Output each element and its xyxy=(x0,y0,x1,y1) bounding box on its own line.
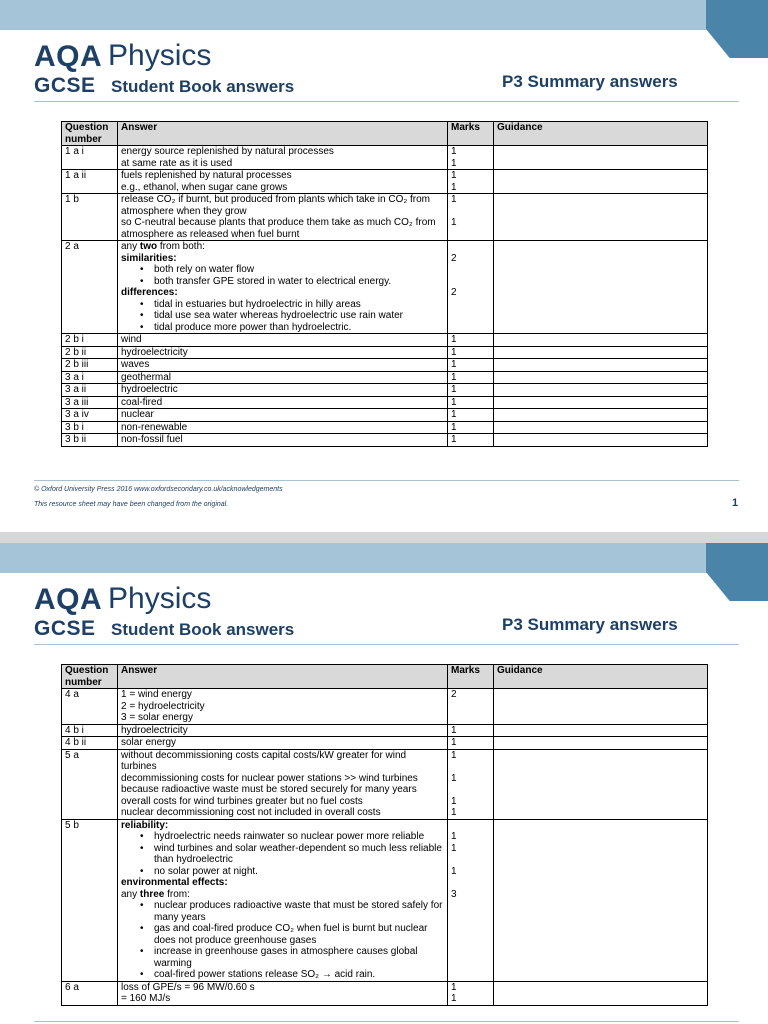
question-cell: 6 a xyxy=(62,981,118,1005)
header-divider xyxy=(34,101,739,102)
mark: 1 xyxy=(451,146,457,157)
answer-cell xyxy=(118,819,448,981)
marks-cell xyxy=(448,981,494,1005)
answers-table xyxy=(61,121,708,447)
bullet-item: • increase in greenhouse gases in atmosphere causes global warming xyxy=(121,946,444,969)
marks-cell: 1 xyxy=(448,724,494,737)
table-row xyxy=(62,421,708,434)
table-row xyxy=(62,396,708,409)
guidance-cell xyxy=(494,819,708,981)
bullet-item: • tidal produce more power than hydroelectric. xyxy=(121,322,444,334)
brand-gcse: GCSE xyxy=(34,617,96,640)
footer-divider xyxy=(34,480,739,481)
answer-line xyxy=(121,241,444,253)
doc-title: P3 Summary answers xyxy=(502,72,678,91)
mark: 1 xyxy=(451,217,457,228)
table-row xyxy=(62,194,708,241)
answer-line: because radioactive waste must be stored securely for many years xyxy=(121,784,417,795)
guidance-cell xyxy=(494,396,708,409)
mark: 1 xyxy=(451,170,457,181)
table-row xyxy=(62,749,708,819)
answer-cell xyxy=(118,981,448,1005)
intro-text: any xyxy=(121,241,140,252)
table-header-row xyxy=(62,665,708,689)
question-cell: 3 a iv xyxy=(62,409,118,422)
mark: 1 xyxy=(451,865,457,877)
marks-cell: 2 xyxy=(448,689,494,725)
col-marks: Marks xyxy=(448,122,494,146)
answer-line: energy source replenished by natural processes xyxy=(121,146,334,157)
marks-cell: 1 xyxy=(448,346,494,359)
marks-cell xyxy=(448,241,494,334)
answer-cell: solar energy xyxy=(118,737,448,750)
answer-cell xyxy=(118,194,448,241)
col-marks: Marks xyxy=(448,665,494,689)
brand-physics: Physics xyxy=(108,582,212,615)
col-answer: Answer xyxy=(118,665,448,689)
answer-line: at same rate as it is used xyxy=(121,157,233,169)
similarities-label: similarities: xyxy=(121,252,177,264)
intro-bold: three xyxy=(139,888,165,900)
brand-gcse: GCSE xyxy=(34,74,96,97)
brand-aqa: AQA xyxy=(34,40,103,73)
answer-line: decommissioning costs for nuclear power stations >> wind turbines xyxy=(121,772,418,784)
answer-cell: geothermal xyxy=(118,371,448,384)
header-band xyxy=(0,0,768,30)
table-row xyxy=(62,724,708,737)
question-cell: 2 b ii xyxy=(62,346,118,359)
answer-line: release CO₂ if burnt, but produced from plants which take in CO₂ from atmosphere when they grow xyxy=(121,194,431,217)
answer-line: fuels replenished by natural processes xyxy=(121,170,292,181)
doc-title: P3 Summary answers xyxy=(502,615,678,634)
guidance-cell xyxy=(494,749,708,819)
answer-line xyxy=(121,889,444,901)
reliability-label: reliability: xyxy=(121,819,169,831)
question-cell: 1 b xyxy=(62,194,118,241)
answer-cell xyxy=(118,170,448,194)
answer-cell xyxy=(118,749,448,819)
answer-cell: non-renewable xyxy=(118,421,448,434)
guidance-cell xyxy=(494,434,708,447)
bullet-item: • gas and coal-fired produce CO₂ when fuel is burnt but nuclear does not produce greenhouse gases xyxy=(121,923,444,946)
table-row xyxy=(62,737,708,750)
question-cell: 1 a ii xyxy=(62,170,118,194)
question-cell: 4 b ii xyxy=(62,737,118,750)
col-guidance: Guidance xyxy=(494,665,708,689)
answer-cell: non-fossil fuel xyxy=(118,434,448,447)
footer-divider xyxy=(34,1021,739,1022)
guidance-cell xyxy=(494,359,708,372)
table-row xyxy=(62,384,708,397)
mark: 1 xyxy=(451,842,457,854)
answer-cell: hydroelectricity xyxy=(118,724,448,737)
brand-subtitle: Student Book answers xyxy=(111,77,295,96)
answer-line: so C-neutral because plants that produce them take as much CO₂ from atmosphere as released when fuel burnt xyxy=(121,217,436,240)
header-corner-tab-shade xyxy=(706,0,768,58)
marks-cell: 1 xyxy=(448,334,494,347)
guidance-cell xyxy=(494,146,708,170)
answer-line: nuclear decommissioning cost not included in overall costs xyxy=(121,807,381,818)
guidance-cell xyxy=(494,724,708,737)
question-cell: 2 b i xyxy=(62,334,118,347)
bullet-item: • wind turbines and solar weather-dependent so much less reliable than hydroelectric xyxy=(121,843,444,866)
marks-cell: 1 xyxy=(448,409,494,422)
guidance-cell xyxy=(494,241,708,334)
intro-text-end: from: xyxy=(164,888,190,900)
answer-line: e.g., ethanol, when sugar cane grows xyxy=(121,181,288,193)
bullet-item: • tidal use sea water whereas hydroelectric use rain water xyxy=(121,310,444,322)
marks-cell: 1 xyxy=(448,371,494,384)
mark: 1 xyxy=(451,157,457,169)
col-guidance: Guidance xyxy=(494,122,708,146)
marks-cell xyxy=(448,819,494,981)
answer-line: 3 = solar energy xyxy=(121,712,193,723)
table-row xyxy=(62,241,708,334)
guidance-cell xyxy=(494,346,708,359)
answer-cell: hydroelectric xyxy=(118,384,448,397)
table-row xyxy=(62,819,708,981)
answer-cell: nuclear xyxy=(118,409,448,422)
mark: 2 xyxy=(451,287,457,298)
guidance-cell xyxy=(494,409,708,422)
mark: 1 xyxy=(451,981,457,993)
question-cell: 3 b ii xyxy=(62,434,118,447)
table-row xyxy=(62,981,708,1005)
question-cell: 3 a ii xyxy=(62,384,118,397)
question-cell: 1 a i xyxy=(62,146,118,170)
question-cell: 5 a xyxy=(62,749,118,819)
table-row xyxy=(62,146,708,170)
intro-text-end: from both: xyxy=(157,241,205,252)
question-cell: 3 a i xyxy=(62,371,118,384)
question-cell: 3 a iii xyxy=(62,396,118,409)
answer-line: = 160 MJ/s xyxy=(121,993,171,1004)
table-row xyxy=(62,371,708,384)
col-question: Question number xyxy=(62,665,118,689)
table-row xyxy=(62,346,708,359)
intro-bold: two xyxy=(139,241,158,252)
mark: 2 xyxy=(451,252,457,264)
answer-cell: waves xyxy=(118,359,448,372)
bullet-item: • no solar power at night. xyxy=(121,866,444,878)
mark: 1 xyxy=(451,181,457,193)
bullet-item: • both transfer GPE stored in water to electrical energy. xyxy=(121,276,444,288)
mark: 1 xyxy=(451,795,457,807)
answer-cell xyxy=(118,689,448,725)
table-row xyxy=(62,409,708,422)
question-cell: 4 a xyxy=(62,689,118,725)
mark: 1 xyxy=(451,194,457,205)
guidance-cell xyxy=(494,194,708,241)
header-band xyxy=(0,543,768,573)
marks-cell xyxy=(448,170,494,194)
brand-aqa: AQA xyxy=(34,583,103,616)
bullet-item: • coal-fired power stations release SO₂ → acid rain. xyxy=(121,969,444,981)
answer-cell: wind xyxy=(118,334,448,347)
guidance-cell xyxy=(494,170,708,194)
answer-line: overall costs for wind turbines greater but no fuel costs xyxy=(121,795,363,807)
marks-cell xyxy=(448,146,494,170)
guidance-cell xyxy=(494,737,708,750)
guidance-cell xyxy=(494,384,708,397)
table-row xyxy=(62,334,708,347)
marks-cell: 1 xyxy=(448,421,494,434)
answer-cell: hydroelectricity xyxy=(118,346,448,359)
footer-note: This resource sheet may have been changed from the original. xyxy=(34,501,229,508)
header-corner-tab-shade xyxy=(706,543,768,601)
bullet-item: • tidal in estuaries but hydroelectric in hilly areas xyxy=(121,299,444,311)
question-cell: 4 b i xyxy=(62,724,118,737)
marks-cell: 1 xyxy=(448,737,494,750)
mark: 3 xyxy=(451,888,457,900)
environmental-effects-label: environmental effects: xyxy=(121,877,228,888)
question-cell: 2 a xyxy=(62,241,118,334)
marks-cell: 1 xyxy=(448,434,494,447)
intro-text: any xyxy=(121,888,140,900)
marks-cell: 1 xyxy=(448,396,494,409)
header-divider xyxy=(34,644,739,645)
page-2 xyxy=(0,543,768,1024)
mark: 1 xyxy=(451,993,457,1004)
answer-line: without decommissioning costs capital costs/kW greater for wind turbines xyxy=(121,749,407,772)
table-row xyxy=(62,170,708,194)
mark: 1 xyxy=(451,772,457,784)
guidance-cell xyxy=(494,689,708,725)
marks-cell xyxy=(448,194,494,241)
col-answer: Answer xyxy=(118,122,448,146)
table-header-row xyxy=(62,122,708,146)
brand-physics: Physics xyxy=(108,39,212,72)
brand-subtitle: Student Book answers xyxy=(111,620,295,639)
bullet-item: • hydroelectric needs rainwater so nuclear power more reliable xyxy=(121,831,444,843)
marks-cell: 1 xyxy=(448,384,494,397)
answers-table xyxy=(61,664,708,1006)
table-row xyxy=(62,434,708,447)
table-row xyxy=(62,359,708,372)
table-row xyxy=(62,689,708,725)
answer-cell xyxy=(118,146,448,170)
question-cell: 3 b i xyxy=(62,421,118,434)
differences-label: differences: xyxy=(121,287,178,298)
question-cell: 5 b xyxy=(62,819,118,981)
guidance-cell xyxy=(494,334,708,347)
page-number: 1 xyxy=(732,497,739,509)
marks-cell xyxy=(448,749,494,819)
answer-cell: coal-fired xyxy=(118,396,448,409)
question-cell: 2 b iii xyxy=(62,359,118,372)
marks-cell: 1 xyxy=(448,359,494,372)
col-question: Question number xyxy=(62,122,118,146)
mark: 1 xyxy=(451,831,457,842)
guidance-cell xyxy=(494,371,708,384)
guidance-cell xyxy=(494,421,708,434)
answer-cell xyxy=(118,241,448,334)
bullet-item: • both rely on water flow xyxy=(121,264,444,276)
answer-line: loss of GPE/s = 96 MW/0.60 s xyxy=(121,981,255,993)
footer-copyright: © Oxford University Press 2016 www.oxfordsecondary.co.uk/acknowledgements xyxy=(34,486,283,493)
answer-line: 1 = wind energy xyxy=(121,689,192,700)
mark: 1 xyxy=(451,749,457,761)
mark: 1 xyxy=(451,807,457,818)
bullet-item: • nuclear produces radioactive waste that must be stored safely for many years xyxy=(121,900,444,923)
answer-line: 2 = hydroelectricity xyxy=(121,700,205,712)
guidance-cell xyxy=(494,981,708,1005)
